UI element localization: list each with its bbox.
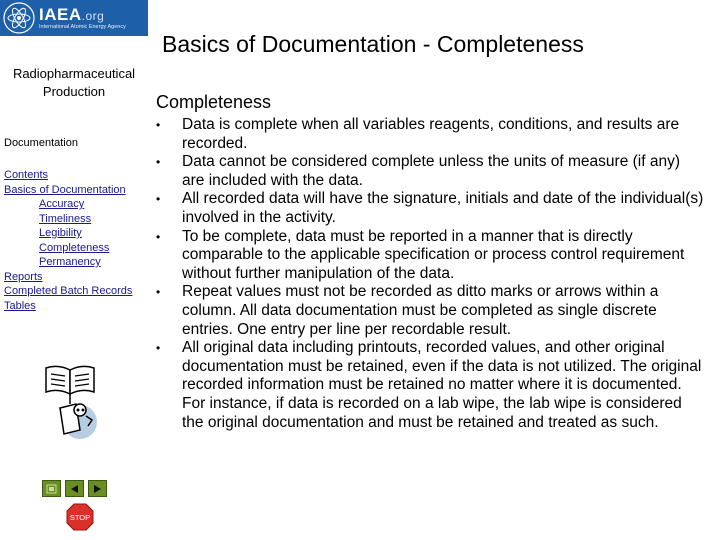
slide-title: Basics of Documentation - Completeness [162, 31, 584, 57]
nav-link-basics-of-documentation[interactable]: Basics of Documentation [4, 183, 126, 196]
bullet-icon: • [156, 285, 161, 300]
nav-link-completed-batch-records[interactable]: Completed Batch Records [4, 285, 133, 297]
iaea-logo [0, 0, 148, 36]
slide-nav-buttons [42, 480, 107, 497]
forward-icon [92, 484, 103, 494]
bullet-text: Repeat values must not be recorded as ditto marks or arrows within a column. All data documentation must be completed as single discrete entries. One entry per line per recordable result. [182, 283, 659, 338]
list-item [156, 228, 704, 284]
stop-label: STOP [69, 513, 91, 522]
forward-button[interactable] [88, 480, 107, 497]
nav-link-contents[interactable]: Contents [4, 169, 49, 181]
bullet-icon: • [156, 155, 161, 170]
nav-link-permanency[interactable]: Permanency [39, 256, 101, 268]
list-item [156, 153, 704, 190]
bullet-icon: • [156, 192, 161, 207]
nav-link-legibility[interactable]: Legibility [39, 227, 82, 239]
bullet-text: Data is complete when all variables reagents, conditions, and results are recorded. [182, 116, 680, 152]
sidebar-section-title: Documentation [4, 137, 78, 149]
bullet-text: To be complete, data must be reported in a manner that is directly comparable to the applicable specification or process control requirement without further manipulation of the data. [182, 227, 685, 282]
home-icon [46, 484, 57, 494]
sidebar-heading: Radiopharmaceutical Production [12, 66, 136, 99]
bullet-list [156, 116, 704, 432]
atom-emblem-icon [2, 1, 36, 35]
nav-link-accuracy[interactable]: Accuracy [39, 198, 85, 210]
sidebar-nav [4, 168, 132, 313]
bullet-text: Data cannot be considered complete unless the units of measure (if any) are included with the data. [182, 153, 680, 189]
bullet-text: All recorded data will have the signature, initials and date of the individual(s) involved in the activity. [182, 190, 704, 226]
bullet-text: All original data including printouts, recorded values, and other original documentation must be retained, even if the data is not utilized. The original recorded information must be retained no matter where it is documented. For instance, if data is recorded on a lab wipe, the lab wipe is considered the original documentation and must be retained and treated as such. [182, 339, 702, 431]
bullet-icon: • [156, 118, 161, 132]
list-item [156, 339, 704, 432]
nav-link-completeness[interactable]: Completeness [39, 241, 110, 254]
nav-link-tables[interactable]: Tables [4, 299, 36, 312]
bullet-icon: • [156, 341, 161, 356]
list-item [156, 190, 704, 227]
logo-subtitle: International Atomic Energy Agency [39, 23, 126, 30]
book-icon [40, 360, 102, 442]
logo-domain: .org [81, 8, 105, 23]
nav-link-timeliness[interactable]: Timeliness [39, 212, 92, 225]
list-item [156, 116, 704, 153]
back-button[interactable] [65, 480, 84, 497]
stop-button[interactable] [66, 503, 94, 531]
logo-name: IAEA [39, 4, 82, 24]
list-item [156, 283, 704, 339]
bullet-icon: • [156, 229, 161, 244]
content-heading: Completeness [156, 92, 272, 112]
nav-link-reports[interactable]: Reports [4, 270, 43, 283]
back-icon [69, 484, 80, 494]
home-button[interactable] [42, 480, 61, 497]
